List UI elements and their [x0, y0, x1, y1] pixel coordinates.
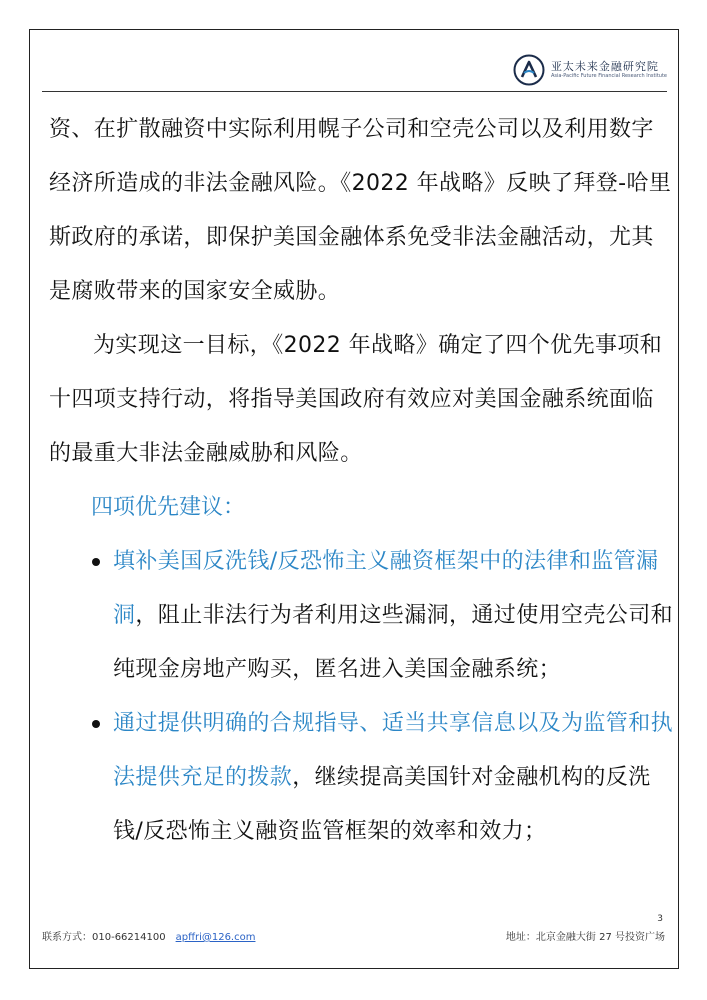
- bullet-icon: [92, 720, 100, 728]
- page-number: 3: [657, 914, 663, 924]
- footer-contact-phone: 联系方式：010-66214100: [42, 932, 166, 943]
- paragraph-strategy-goal: 为实现这一目标，《2022 年战略》确定了四个优先事项和十四项支持行动，将指导美国政府有效应对美国金融系统面临的最重大非法金融威胁和风险。: [49, 333, 663, 466]
- list-item: [49, 535, 674, 697]
- institute-logo: [513, 54, 667, 86]
- logo-a-icon: [513, 54, 545, 86]
- section-heading: 四项优先建议：: [91, 495, 246, 520]
- list-item: [49, 697, 674, 859]
- footer-contact: [42, 928, 255, 943]
- list-item-text: ，继续提高美国针对金融机构的反洗钱/反恐怖主义融资监管框架的效率和效力；: [113, 765, 651, 844]
- recommendation-list: [49, 535, 674, 859]
- bullet-icon: [92, 558, 100, 566]
- list-item-highlight: 通过提供明确的合规指导、适当共享信息以及为监管和执法提供充足的拨款: [113, 711, 674, 790]
- footer-email-link[interactable]: apffri@126.com: [175, 932, 256, 943]
- footer-address: 地址：北京金融大街 27 号投资广场: [505, 932, 665, 943]
- header-divider: [42, 91, 667, 92]
- logo-chinese-name: 亚太未来金融研究院: [550, 60, 659, 73]
- list-item-text: ，阻止非法行为者利用这些漏洞，通过使用空壳公司和纯现金房地产购买，匿名进入美国金融系统；: [113, 603, 674, 682]
- list-item-highlight: 填补美国反洗钱/反恐怖主义融资框架中的法律和监管漏洞: [113, 549, 659, 628]
- paragraph-continued: 资、在扩散融资中实际利用幌子公司和空壳公司以及利用数字经济所造成的非法金融风险。《2022 年战略》反映了拜登-哈里斯政府的承诺，即保护美国金融体系免受非法金融活动，尤其是腐败带来的国家安全威胁。: [49, 117, 672, 304]
- logo-english-name: Asia-Pacific Future Financial Research Institute: [550, 73, 667, 79]
- page-footer: [42, 928, 665, 943]
- document-body: [49, 103, 674, 859]
